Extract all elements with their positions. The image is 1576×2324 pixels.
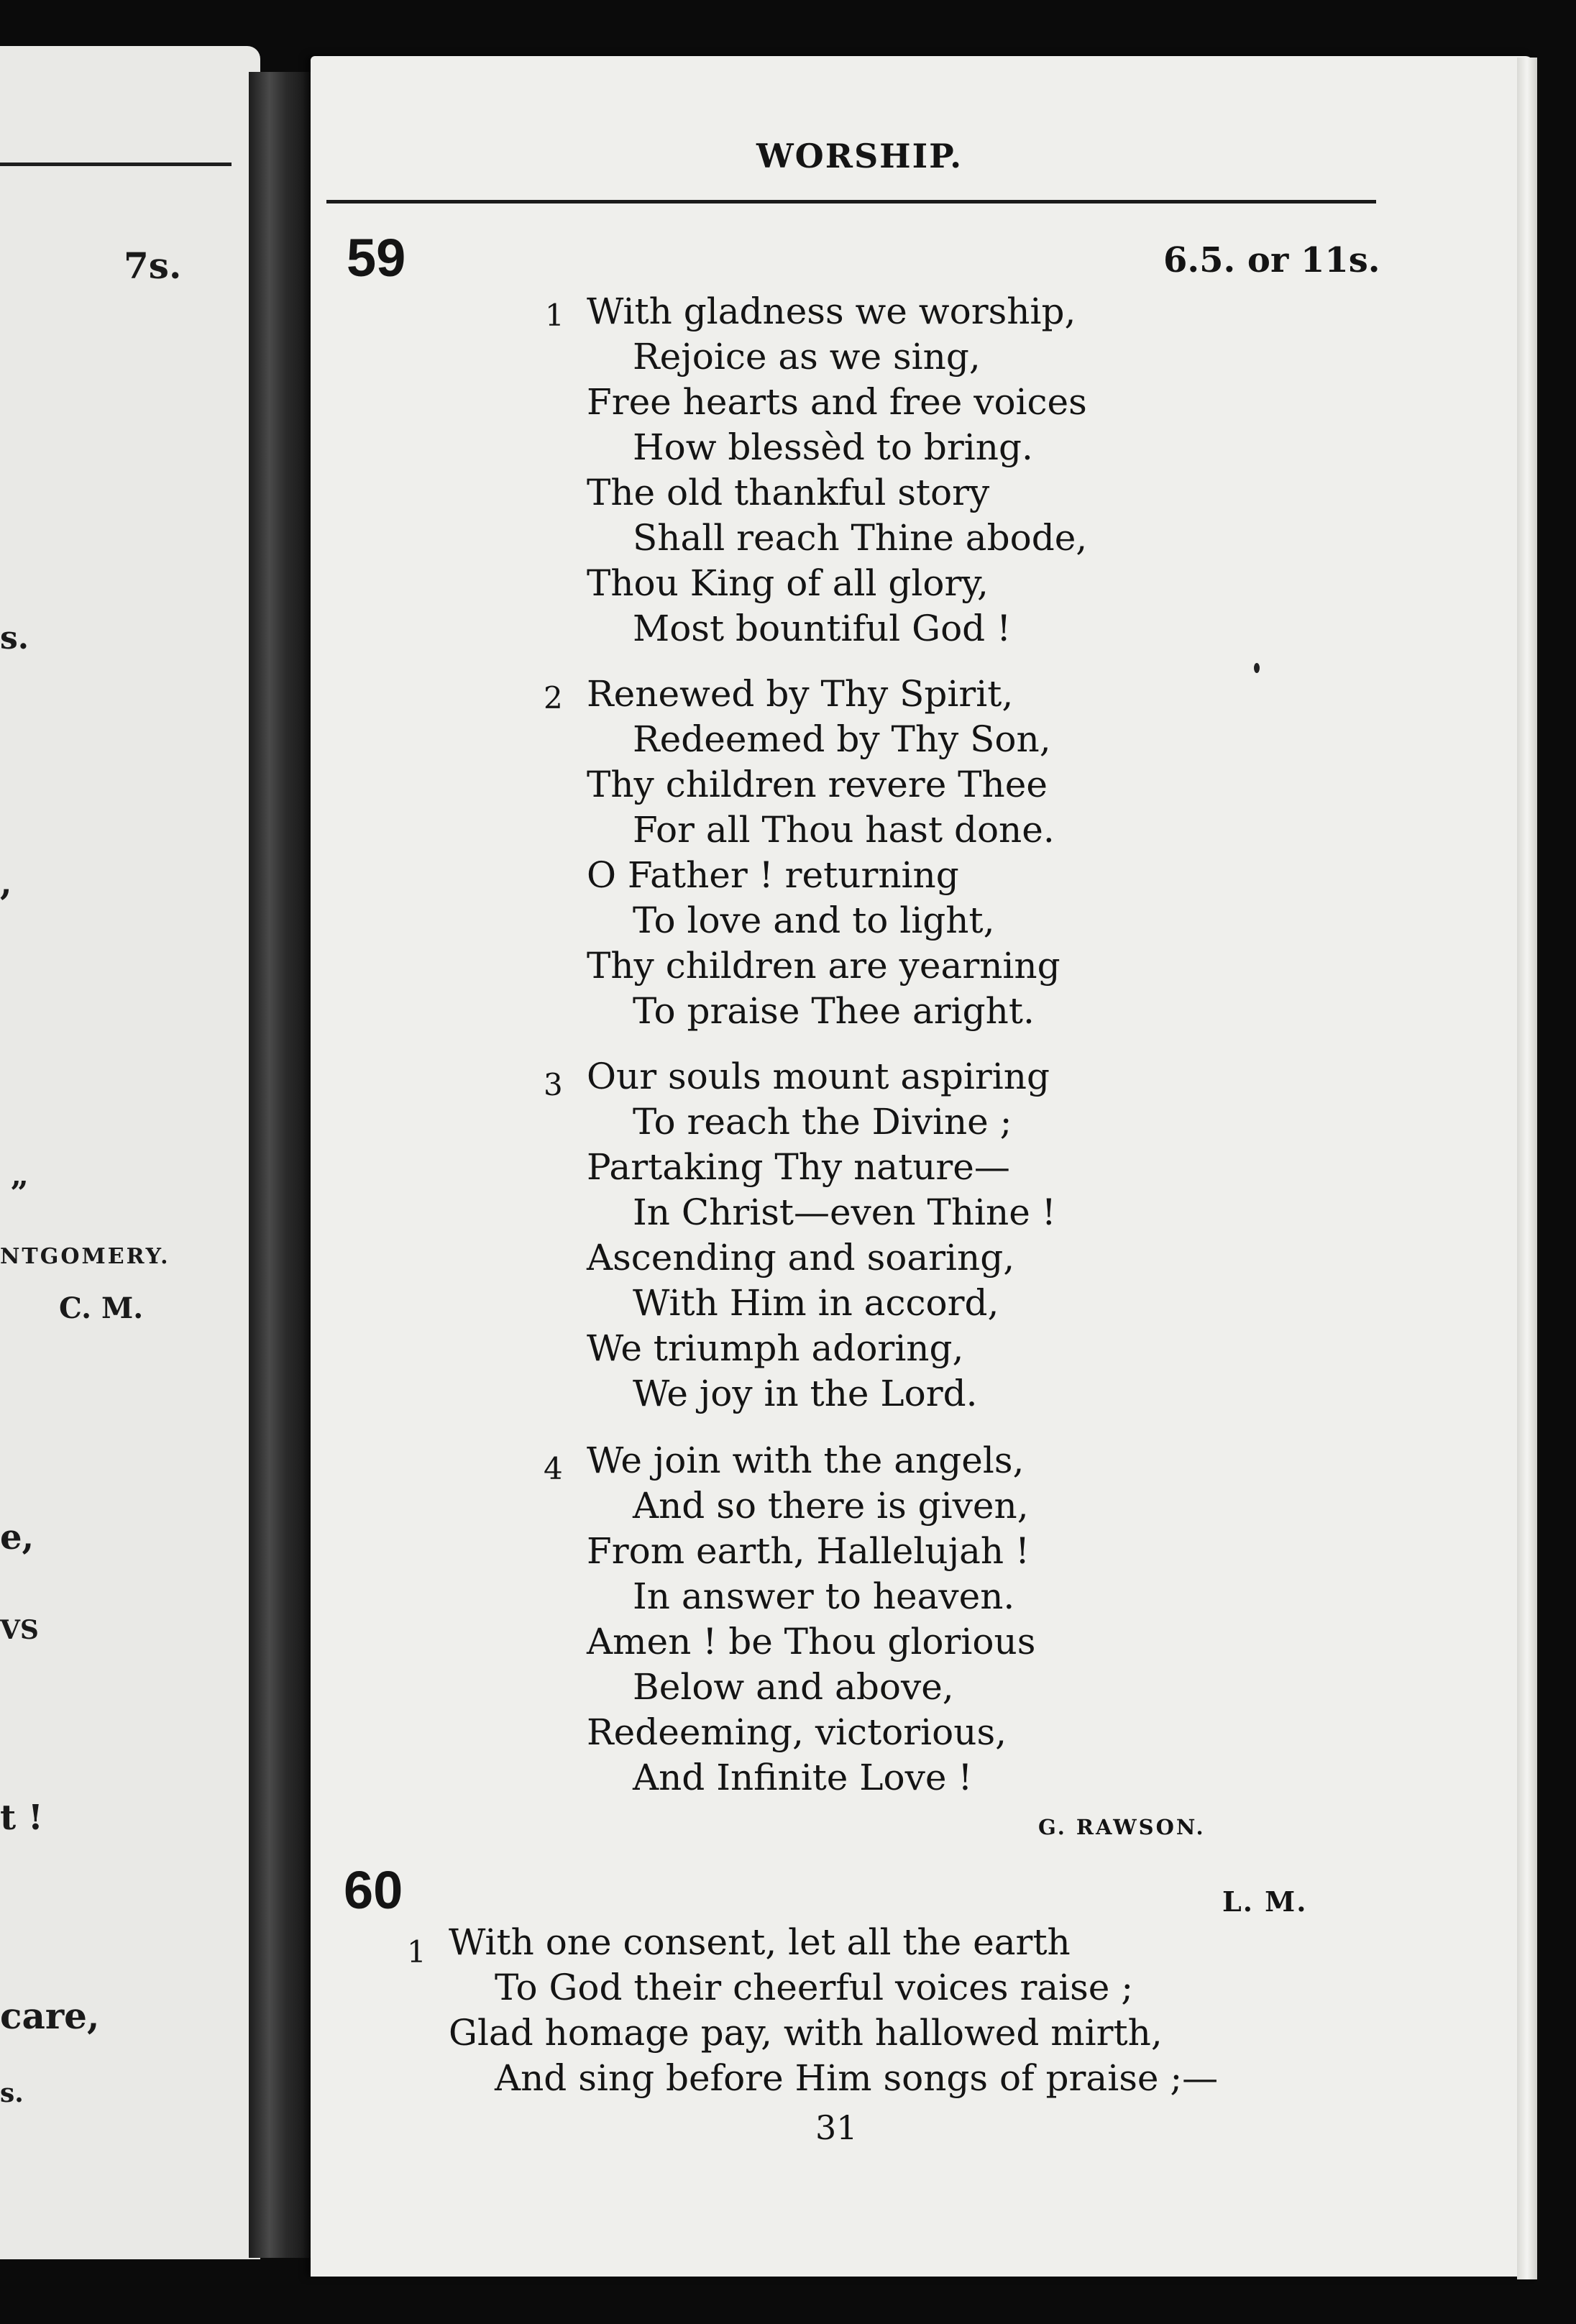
verse: [587, 1438, 1035, 1801]
verse-line: For all Thou hast done.: [633, 809, 1055, 851]
left-fragment: s.: [0, 2078, 24, 2108]
verse-line: And so there is given,: [633, 1485, 1029, 1527]
verse-line: Redeemed by Thy Son,: [633, 718, 1051, 760]
hymn-meter: 6.5. or 11s.: [1163, 240, 1380, 280]
hymn-number: 59: [347, 228, 406, 288]
verse-line: Ascending and soaring,: [587, 1237, 1015, 1278]
left-fragment-meter: C. M.: [59, 1291, 144, 1325]
verse-line: We triumph adoring,: [587, 1327, 964, 1369]
left-fragment-author: NTGOMERY.: [0, 1244, 170, 1269]
page-number: 31: [815, 2108, 858, 2147]
verse-line: Shall reach Thine abode,: [633, 517, 1088, 559]
verse-line: Most bountiful God !: [633, 608, 1012, 649]
verse-line: To love and to light,: [633, 900, 995, 941]
ink-speck: [1254, 663, 1260, 673]
verse-line: The old thankful story: [587, 472, 990, 513]
verse-line: Our souls mount aspiring: [587, 1056, 1050, 1097]
verse-line: With gladness we worship,: [587, 290, 1076, 332]
verse-line: Free hearts and free voices: [587, 381, 1087, 423]
verse-line: Glad homage pay, with hallowed mirth,: [449, 2012, 1163, 2054]
left-fragment: ”: [10, 1175, 29, 1212]
verse-line: We join with the angels,: [587, 1440, 1025, 1481]
running-head: WORSHIP.: [756, 137, 963, 175]
verse-line: Below and above,: [633, 1666, 954, 1708]
verse-line: Thy children revere Thee: [587, 764, 1048, 805]
verse-line: O Father ! returning: [587, 854, 959, 896]
verse-line: To praise Thee aright.: [633, 990, 1035, 1032]
left-fragment-meter: 7s.: [124, 244, 182, 287]
verse-line: Thou King of all glory,: [587, 562, 989, 604]
left-fragment: ,: [0, 863, 12, 903]
verse-number: 1: [545, 298, 564, 333]
hymn-meter: L. M.: [1222, 1885, 1308, 1918]
left-fragment: e,: [0, 1517, 35, 1557]
left-fragment: s.: [0, 620, 29, 657]
left-fragment: t !: [0, 1798, 43, 1838]
verse-line: Redeeming, victorious,: [587, 1711, 1007, 1753]
verse: [587, 672, 1060, 1034]
verse-line: In answer to heaven.: [633, 1575, 1015, 1617]
verse-number: 4: [544, 1451, 563, 1486]
verse-number: 1: [407, 1934, 426, 1970]
verse-line: Thy children are yearning: [587, 945, 1060, 987]
verse-line: In Christ—even Thine !: [633, 1191, 1056, 1233]
verse-line: Partaking Thy nature—: [587, 1146, 1010, 1188]
header-rule: [326, 200, 1376, 203]
hymn-number: 60: [344, 1860, 403, 1920]
verse-line: Renewed by Thy Spirit,: [587, 673, 1014, 715]
left-page-rule: [0, 163, 232, 166]
verse: [587, 289, 1087, 651]
verse-number: 3: [544, 1067, 563, 1102]
verse-line: Amen ! be Thou glorious: [587, 1621, 1036, 1662]
verse-line: To God their cheerful voices raise ;: [495, 1967, 1134, 2008]
verse-line: Rejoice as we sing,: [633, 336, 981, 378]
verse-line: From earth, Hallelujah !: [587, 1530, 1030, 1572]
left-fragment: VS: [0, 1615, 39, 1645]
book-gutter: [249, 72, 318, 2258]
verse-line: We joy in the Lord.: [633, 1373, 978, 1414]
page-edge: [1517, 58, 1537, 2279]
verse-line: How blessèd to bring.: [633, 426, 1033, 468]
verse: [587, 1054, 1056, 1417]
left-fragment: care,: [0, 1995, 100, 2037]
hymn-author: G. RAWSON.: [1038, 1815, 1206, 1839]
verse-number: 2: [544, 680, 563, 715]
verse: [449, 1920, 1218, 2101]
verse-line: With Him in accord,: [633, 1282, 999, 1324]
verse-line: With one consent, let all the earth: [449, 1921, 1071, 1963]
verse-line: To reach the Divine ;: [633, 1101, 1012, 1143]
left-page: [0, 46, 260, 2259]
verse-line: And Infinite Love !: [633, 1757, 973, 1798]
verse-line: And sing before Him songs of praise ;—: [495, 2057, 1219, 2099]
